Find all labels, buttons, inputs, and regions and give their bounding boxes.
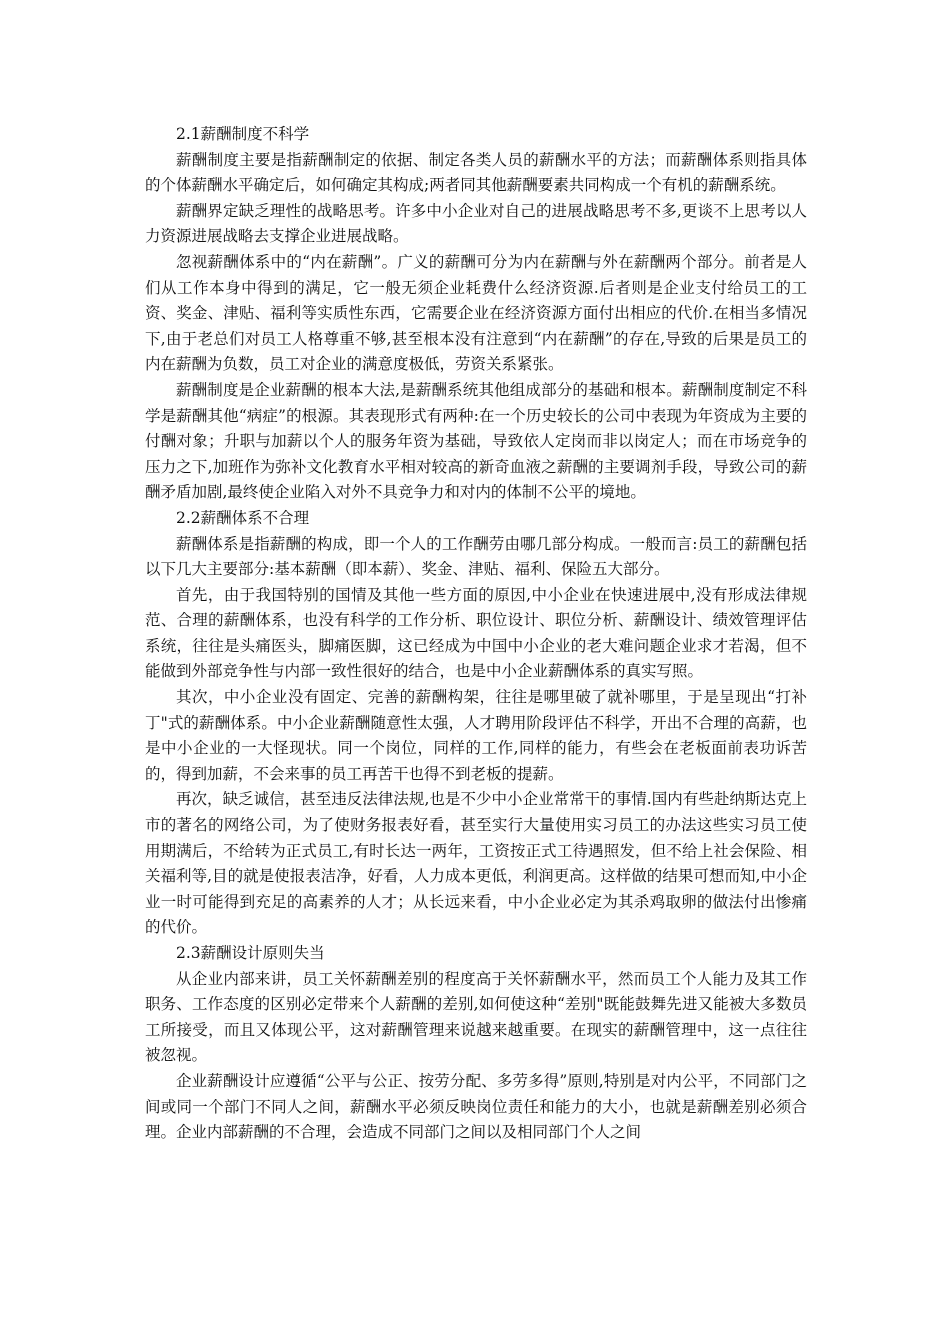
paragraph: 其次，中小企业没有固定、完善的薪酬构架，往往是哪里破了就补哪里，于是呈现出“打补丁"式的薪酬体系。中小企业薪酬随意性太强，人才聘用阶段评估不科学，开出不合理的高薪，也是中小企业的一大怪现状。同一个岗位，同样的工作,同样的能力，有些会在老板面前表功诉苦的，得到加薪，不会来事的员工再苦干也得不到老板的提薪。 (145, 688, 807, 783)
paragraph: 从企业内部来讲，员工关怀薪酬差别的程度高于关怀薪酬水平，然而员工个人能力及其工作职务、工作态度的区别必定带来个人薪酬的差别,如何使这种“差别"既能鼓舞先进又能被大多数员工所接受，而且又体现公平，这对薪酬管理来说越来越重要。在现实的薪酬管理中，这一点往往被忽视。 (145, 969, 807, 1065)
paragraph: 忽视薪酬体系中的“内在薪酬”。广义的薪酬可分为内在薪酬与外在薪酬两个部分。前者是人们从工作本身中得到的满足，它一般无须企业耗费什么经济资源.后者则是企业支付给员工的工资、奖金、津贴、福利等实质性东西，它需要企业在经济资源方面付出相应的代价.在相当多情况下,由于老总们对员工人格尊重不够,甚至根本没有注意到“内在薪酬”的存在,导致的后果是员工的内在薪酬为负数，员工对企业的满意度极低，劳资关系紧张。 (145, 252, 807, 374)
document-page (145, 122, 807, 1146)
paragraph: 薪酬制度是企业薪酬的根本大法,是薪酬系统其他组成部分的基础和根本。薪酬制度制定不科学是薪酬其他“病症”的根源。其表现形式有两种:在一个历史较长的公司中表现为年资成为主要的付酬对象；升职与加薪以个人的服务年资为基础，导致依人定岗而非以岗定人；而在市场竞争的压力之下,加班作为弥补文化教育水平相对较高的新奇血液之薪酬的主要调剂手段，导致公司的薪酬矛盾加剧,最终使企业陷入对外不具竞争力和对内的体制不公平的境地。 (145, 380, 807, 502)
paragraph: 薪酬体系是指薪酬的构成，即一个人的工作酬劳由哪几部分构成。一般而言:员工的薪酬包括以下几大主要部分:基本薪酬（即本薪）、奖金、津贴、福利、保险五大部分。 (145, 534, 807, 579)
paragraph: 再次，缺乏诚信，甚至违反法律法规,也是不少中小企业常常干的事情.国内有些赴纳斯达克上市的著名的网络公司，为了使财务报表好看，甚至实行大量使用实习员工的办法这些实习员工使用期满后，不给转为正式员工,有时长达一两年，工资按正式工待遇照发，但不给上社会保险、相关福利等,目的就是使报表洁净，好看，人力成本更低，利润更高。这样做的结果可想而知,中小企业一时可能得到充足的高素养的人才；从长远来看，中小企业必定为其杀鸡取卵的做法付出惨痛的代价。 (145, 790, 807, 937)
paragraph: 企业薪酬设计应遵循“公平与公正、按劳分配、多劳多得”原则,特别是对内公平，不同部门之间或同一个部门不同人之间，薪酬水平必须反映岗位责任和能力的大小，也就是薪酬差别必须合理。企业内部薪酬的不合理，会造成不同部门之间以及相同部门个人之间 (145, 1071, 807, 1142)
section-heading-2-3: 2.3薪酬设计原则失当 (176, 944, 325, 962)
paragraph: 首先，由于我国特别的国情及其他一些方面的原因,中小企业在快速进展中,没有形成法律规范、合理的薪酬体系，也没有科学的工作分析、职位设计、职位分析、薪酬设计、绩效管理评估系统，往往是头痛医头，脚痛医脚，这已经成为中国中小企业的老大难问题企业求才若渴，但不能做到外部竞争性与内部一致性很好的结合，也是中小企业薪酬体系的真实写照。 (145, 585, 807, 681)
paragraph: 薪酬制度主要是指薪酬制定的依据、制定各类人员的薪酬水平的方法；而薪酬体系则指具体的个体薪酬水平确定后，如何确定其构成;两者同其他薪酬要素共同构成一个有机的薪酬系统。 (145, 150, 807, 195)
paragraph: 薪酬界定缺乏理性的战略思考。许多中小企业对自己的进展战略思考不多,更谈不上思考以人力资源进展战略去支撑企业进展战略。 (145, 201, 807, 246)
section-heading-2-2: 2.2薪酬体系不合理 (176, 508, 310, 527)
section-heading-2-1: 2.1薪酬制度不科学 (176, 125, 310, 143)
